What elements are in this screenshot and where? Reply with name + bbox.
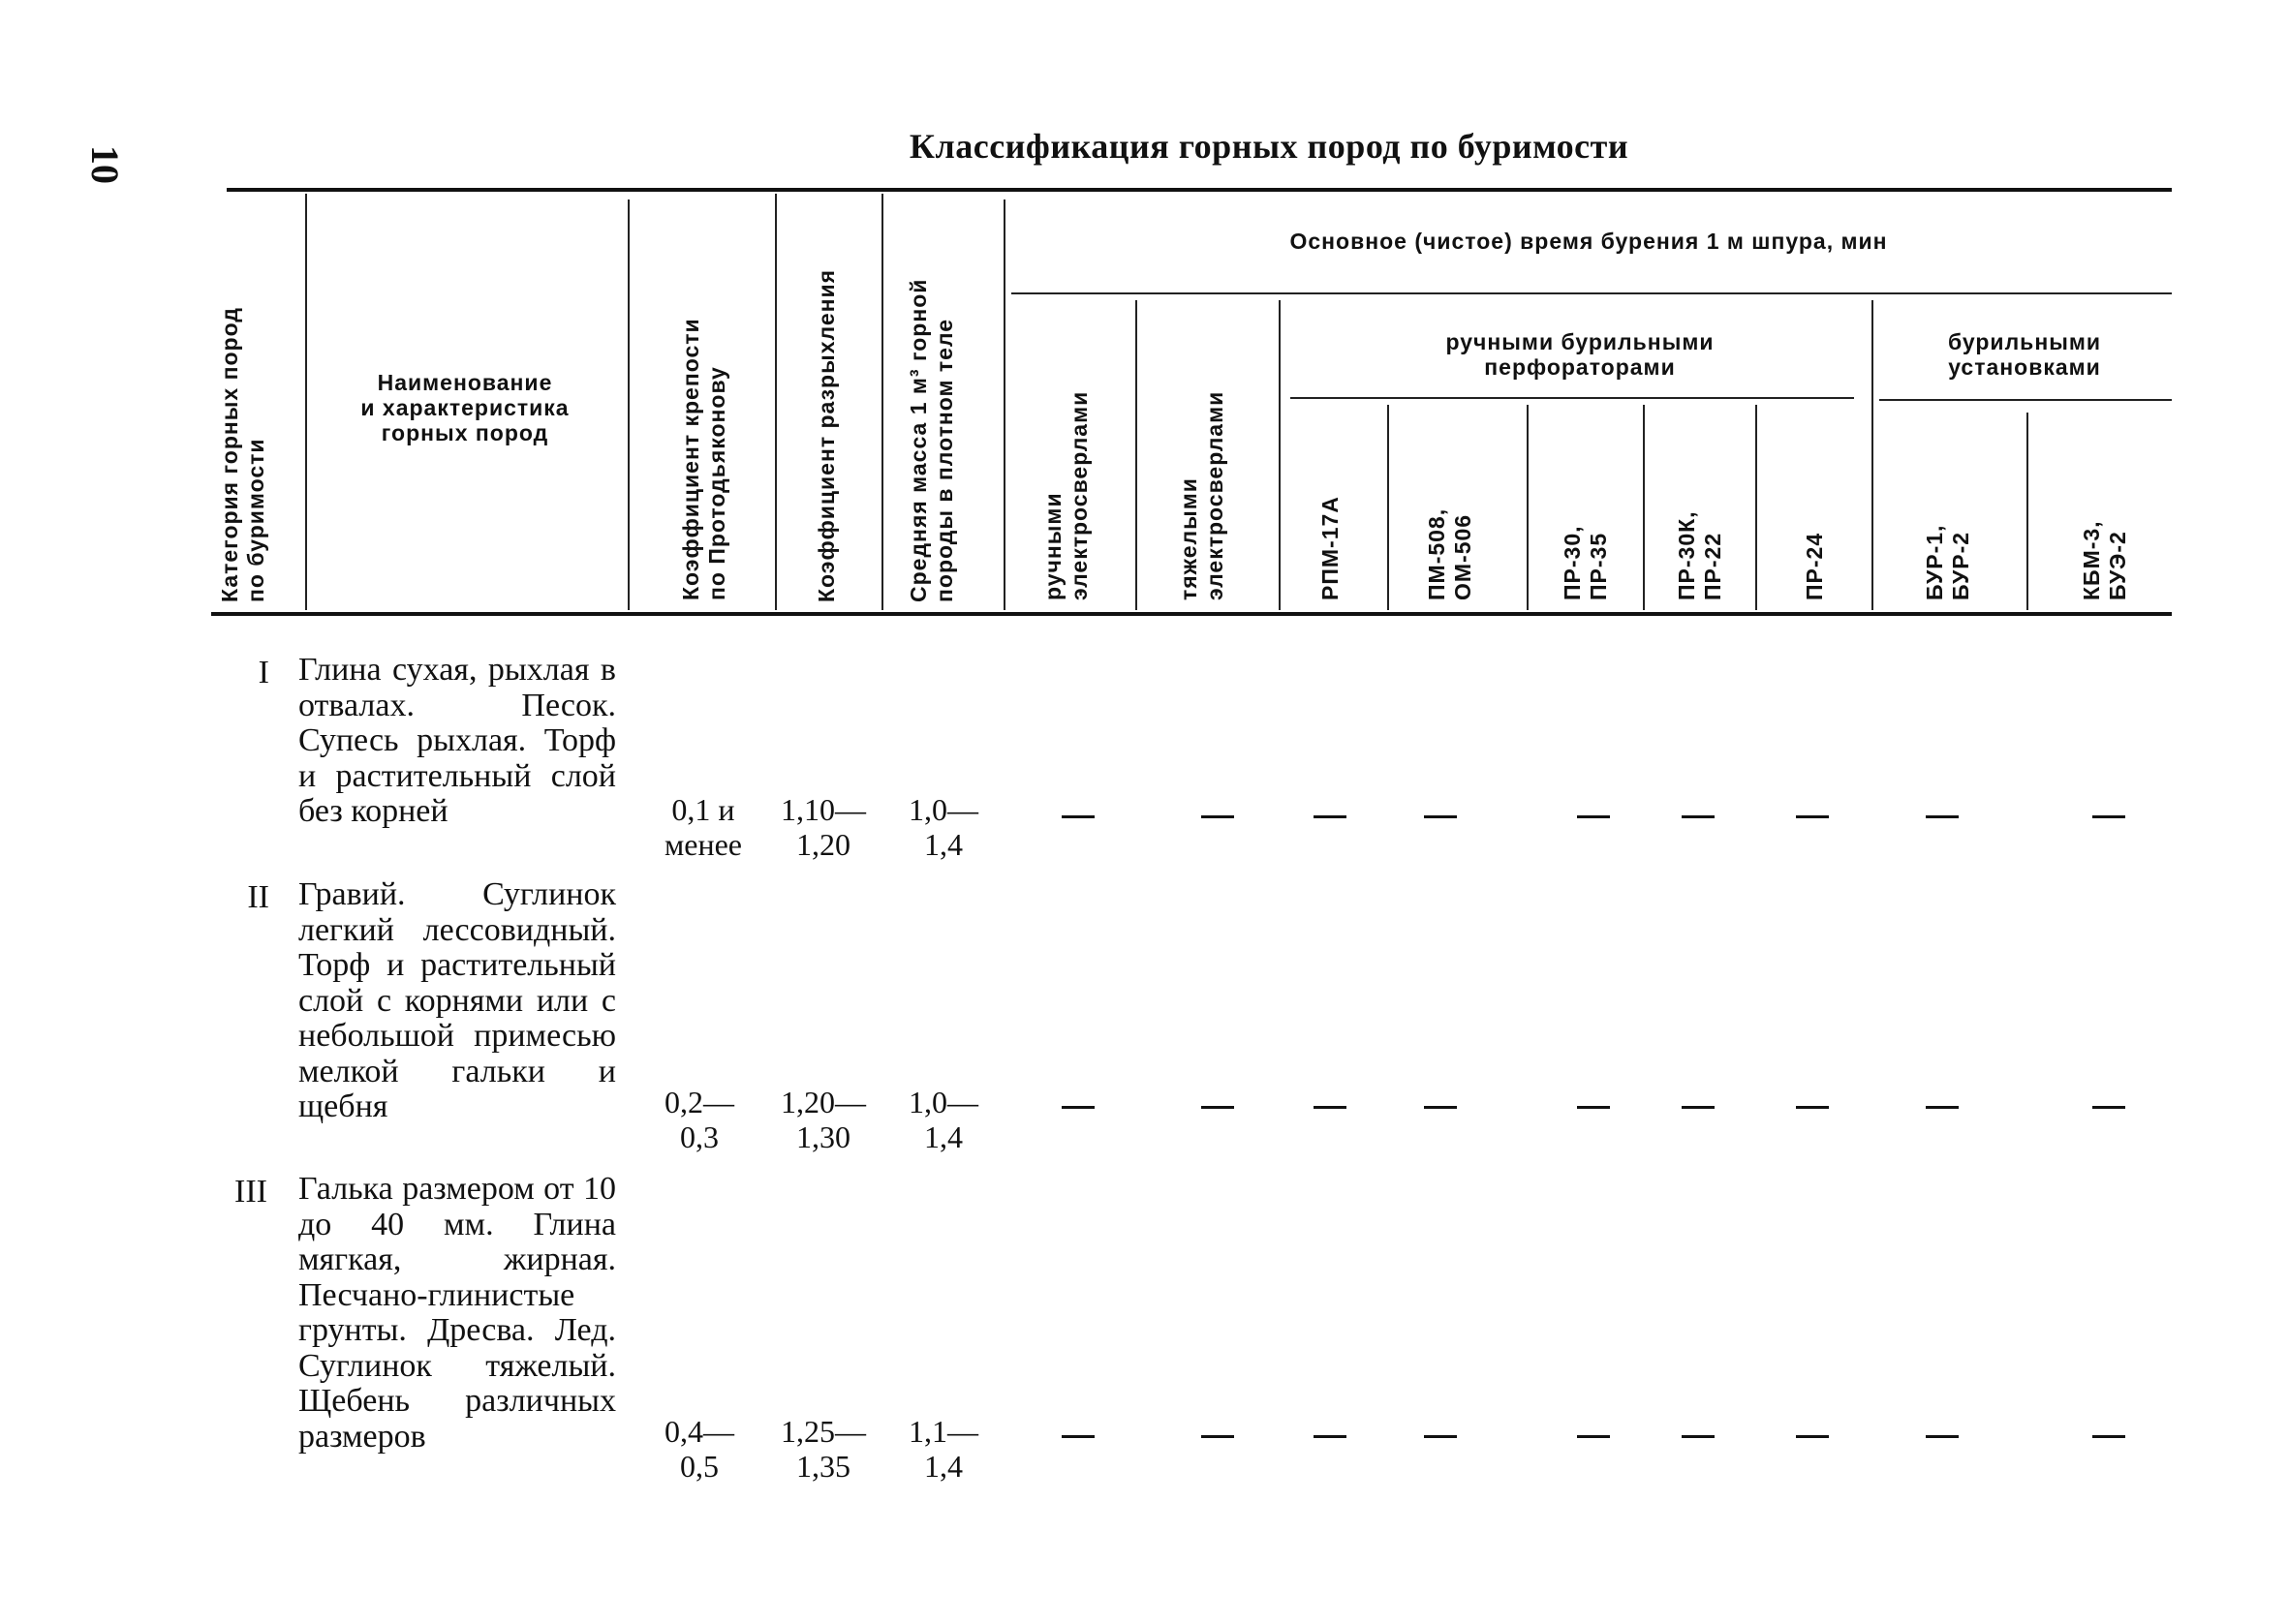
row-time-dash <box>1926 1435 1959 1438</box>
row-description: Гравий. Суглинок легкий лессовидный. Торф и растительный слой с корнями или с небольшой примесью мелкой гальки и щебня <box>298 876 616 1124</box>
row-time-dash <box>1062 1435 1095 1438</box>
col-sep <box>1643 405 1645 610</box>
header-hand-drills: ручными электросверлами <box>1040 390 1092 600</box>
col-sep <box>2026 413 2028 610</box>
row-category: III <box>234 1174 267 1210</box>
page-title: Классификация горных пород по буримости <box>909 127 1629 166</box>
header-heavy-drills: тяжелыми электросверлами <box>1176 390 1227 600</box>
row-description: Галька размером от 10 до 40 мм. Глина мягкая, жирная. Песчано-глинистые грунты. Дресва. Лед. Суглинок тяжелый. Щебень различных размеров <box>298 1171 616 1455</box>
col-sep <box>1135 300 1137 610</box>
col-sep <box>1004 199 1005 610</box>
row-time-dash <box>1682 815 1715 818</box>
subheader-rule <box>1011 292 2172 294</box>
row-loosening: 1,25— 1,35 <box>781 1414 866 1484</box>
page-number: 10 <box>83 145 127 184</box>
header-loosening: Коэффициент разрыхления <box>814 268 839 602</box>
header-pm-508: ПМ-508, ОМ-506 <box>1424 507 1475 600</box>
row-time-dash <box>2092 1106 2125 1109</box>
row-time-dash <box>1796 1435 1829 1438</box>
header-strength: Коэффициент крепости по Протодьяконову <box>678 318 729 600</box>
header-bur-1: БУР-1, БУР-2 <box>1922 524 1973 600</box>
header-category: Категория горных пород по буримости <box>217 307 268 602</box>
row-time-dash <box>1577 815 1610 818</box>
col-sep <box>305 194 307 610</box>
row-time-dash <box>1577 1435 1610 1438</box>
row-time-dash <box>1062 815 1095 818</box>
row-mass: 1,0— 1,4 <box>909 792 978 862</box>
row-loosening: 1,20— 1,30 <box>781 1085 866 1154</box>
header-pr-30k: ПР-30К, ПР-22 <box>1674 510 1725 600</box>
row-time-dash <box>1926 815 1959 818</box>
col-sep <box>881 194 883 610</box>
header-top-rule <box>227 188 2172 192</box>
col-sep <box>1387 405 1389 610</box>
header-kbm-3: КБМ-3, БУЭ-2 <box>2079 520 2130 600</box>
col-sep <box>1527 405 1529 610</box>
row-time-dash <box>1926 1106 1959 1109</box>
subheader-rule <box>1879 399 2172 401</box>
col-sep <box>1755 405 1757 610</box>
row-time-dash <box>1424 1106 1457 1109</box>
row-time-dash <box>1314 1106 1346 1109</box>
row-strength: 0,4— 0,5 <box>665 1414 734 1484</box>
row-time-dash <box>2092 815 2125 818</box>
header-pr-24: ПР-24 <box>1802 532 1827 600</box>
row-time-dash <box>1314 1435 1346 1438</box>
header-bottom-rule <box>211 612 2172 616</box>
row-loosening: 1,10— 1,20 <box>781 792 866 862</box>
col-sep <box>1871 300 1873 610</box>
header-name: Наименование и характеристика горных пород <box>360 370 570 445</box>
header-installations-group: бурильными установками <box>1947 329 2102 380</box>
row-time-dash <box>1577 1106 1610 1109</box>
row-time-dash <box>1201 815 1234 818</box>
header-pr-30: ПР-30, ПР-35 <box>1560 525 1611 600</box>
row-strength: 0,2— 0,3 <box>665 1085 734 1154</box>
row-time-dash <box>1424 1435 1457 1438</box>
header-perforators-group: ручными бурильными перфораторами <box>1445 329 1715 380</box>
row-category: I <box>258 655 269 690</box>
subheader-rule <box>1290 397 1854 399</box>
row-category: II <box>247 879 269 915</box>
row-strength: 0,1 и менее <box>665 792 742 862</box>
row-time-dash <box>1682 1106 1715 1109</box>
row-description: Глина сухая, рыхлая в отвалах. Песок. Супесь рыхлая. Торф и растительный слой без корней <box>298 652 616 829</box>
row-time-dash <box>1796 815 1829 818</box>
col-sep <box>775 194 777 610</box>
col-sep <box>1279 300 1281 610</box>
header-drilling-time: Основное (чистое) время бурения 1 м шпура, мин <box>1289 229 1888 254</box>
header-mass: Средняя масса 1 м³ горной породы в плотном теле <box>906 278 957 602</box>
header-rpm-17a: РПМ-17А <box>1317 496 1343 600</box>
row-time-dash <box>1062 1106 1095 1109</box>
row-time-dash <box>1424 815 1457 818</box>
row-time-dash <box>1796 1106 1829 1109</box>
row-mass: 1,0— 1,4 <box>909 1085 978 1154</box>
col-sep <box>628 199 630 610</box>
row-time-dash <box>1201 1106 1234 1109</box>
row-mass: 1,1— 1,4 <box>909 1414 978 1484</box>
row-time-dash <box>2092 1435 2125 1438</box>
row-time-dash <box>1682 1435 1715 1438</box>
row-time-dash <box>1314 815 1346 818</box>
row-time-dash <box>1201 1435 1234 1438</box>
